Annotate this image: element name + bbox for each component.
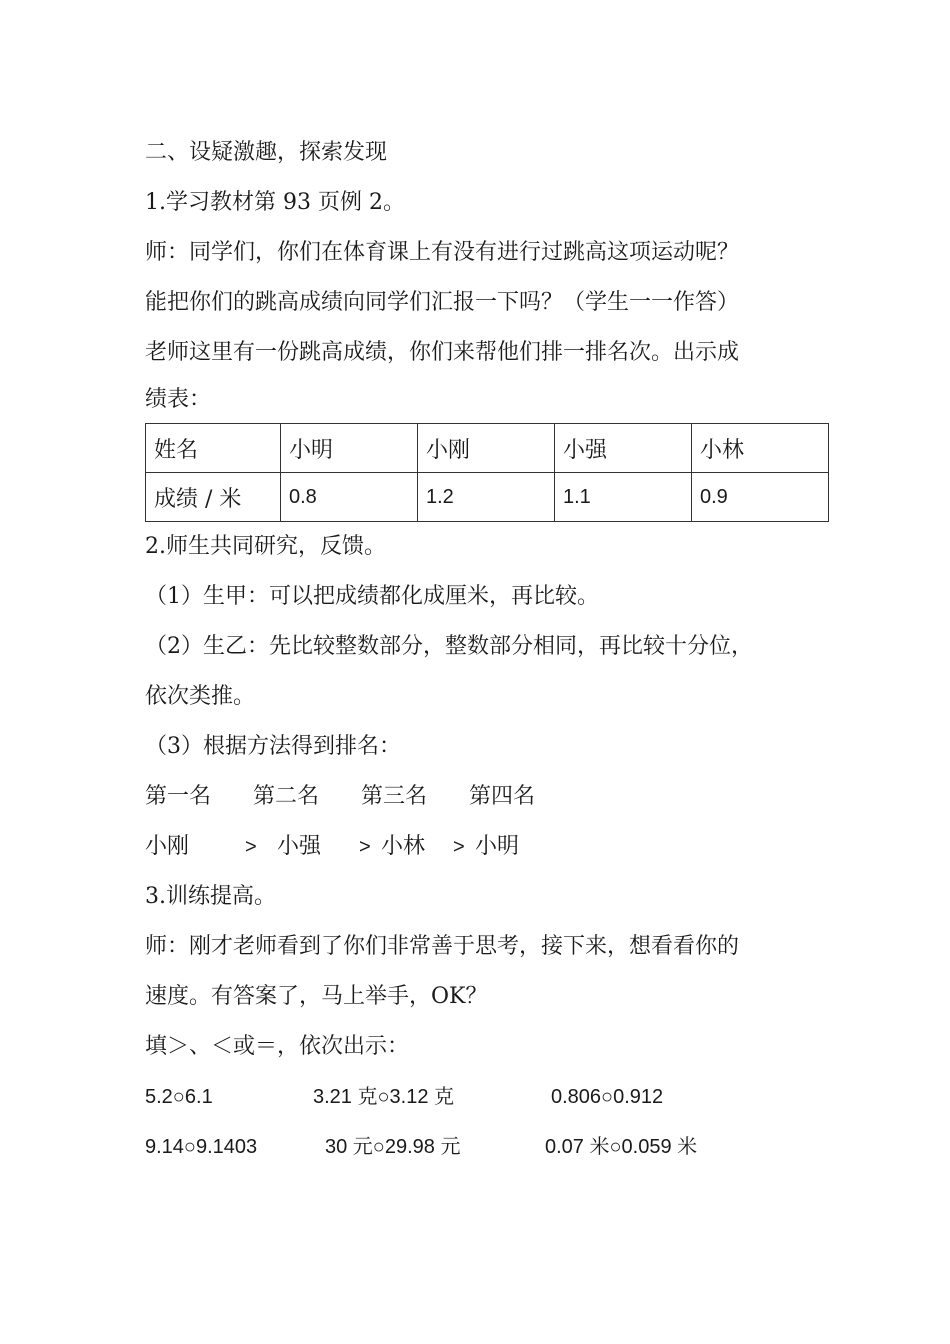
- table-cell: 小强: [555, 424, 692, 473]
- rank-name: 小林: [381, 834, 426, 859]
- paragraph-9: 依次类推。: [145, 684, 256, 709]
- rank-label: 第一名: [145, 784, 212, 809]
- greater-than-sign: >: [245, 836, 257, 858]
- paragraph-8: （2）生乙：先比较整数部分，整数部分相同，再比较十分位，: [145, 634, 753, 659]
- paragraph-11: 3.训练提高。: [145, 884, 276, 909]
- exercise-item: 9.14○9.1403: [145, 1136, 258, 1158]
- table-cell: 姓名: [146, 424, 281, 473]
- exercise-item: 3.21 克○3.12 克: [313, 1086, 455, 1108]
- paragraph-3: 能把你们的跳高成绩向同学们汇报一下吗？（学生一一作答）: [145, 290, 740, 315]
- table-cell: 1.1: [555, 473, 692, 522]
- paragraph-2: 师：同学们，你们在体育课上有没有进行过跳高这项运动呢？: [145, 240, 740, 265]
- table-row: [146, 473, 829, 522]
- rank-label: 第四名: [469, 784, 536, 809]
- exercise-row-1: [145, 1072, 825, 1122]
- table-cell: 小林: [692, 424, 829, 473]
- paragraph-10: （3）根据方法得到排名：: [145, 734, 401, 759]
- rank-labels: [145, 772, 825, 822]
- paragraph-6: 2.师生共同研究，反馈。: [145, 534, 386, 559]
- paragraph-5: 绩表：: [145, 387, 212, 412]
- exercise-row-2: [145, 1122, 825, 1172]
- exercise-item: 5.2○6.1: [145, 1086, 213, 1108]
- rank-name: 小明: [475, 834, 520, 859]
- rank-name: 小强: [277, 834, 322, 859]
- exercise-item: 30 元○29.98 元: [325, 1136, 461, 1158]
- table-cell: 0.8: [281, 473, 418, 522]
- document-page: [145, 128, 825, 1172]
- table-cell: 小明: [281, 424, 418, 473]
- greater-than-sign: >: [359, 836, 371, 858]
- table-cell: 成绩 / 米: [146, 473, 281, 522]
- rank-order: [145, 822, 825, 872]
- exercise-item: 0.07 米○0.059 米: [545, 1136, 698, 1158]
- rank-name: 小刚: [145, 834, 190, 859]
- table-cell: 0.9: [692, 473, 829, 522]
- paragraph-4: 老师这里有一份跳高成绩，你们来帮他们排一排名次。出示成: [145, 340, 740, 365]
- paragraph-1: 1.学习教材第 93 页例 2。: [145, 190, 405, 215]
- table-cell: 小刚: [418, 424, 555, 473]
- score-table: [145, 423, 829, 522]
- exercise-item: 0.806○0.912: [551, 1086, 664, 1108]
- rank-label: 第三名: [361, 784, 428, 809]
- table-row: [146, 424, 829, 473]
- rank-label: 第二名: [253, 784, 320, 809]
- greater-than-sign: >: [453, 836, 465, 858]
- section-heading: 二、设疑激趣，探索发现: [145, 140, 388, 165]
- paragraph-14: 填＞、＜或＝，依次出示：: [145, 1034, 410, 1059]
- paragraph-7: （1）生甲：可以把成绩都化成厘米，再比较。: [145, 584, 599, 609]
- table-cell: 1.2: [418, 473, 555, 522]
- paragraph-12: 师：刚才老师看到了你们非常善于思考，接下来，想看看你的: [145, 934, 740, 959]
- paragraph-13: 速度。有答案了，马上举手，OK？: [145, 984, 488, 1009]
